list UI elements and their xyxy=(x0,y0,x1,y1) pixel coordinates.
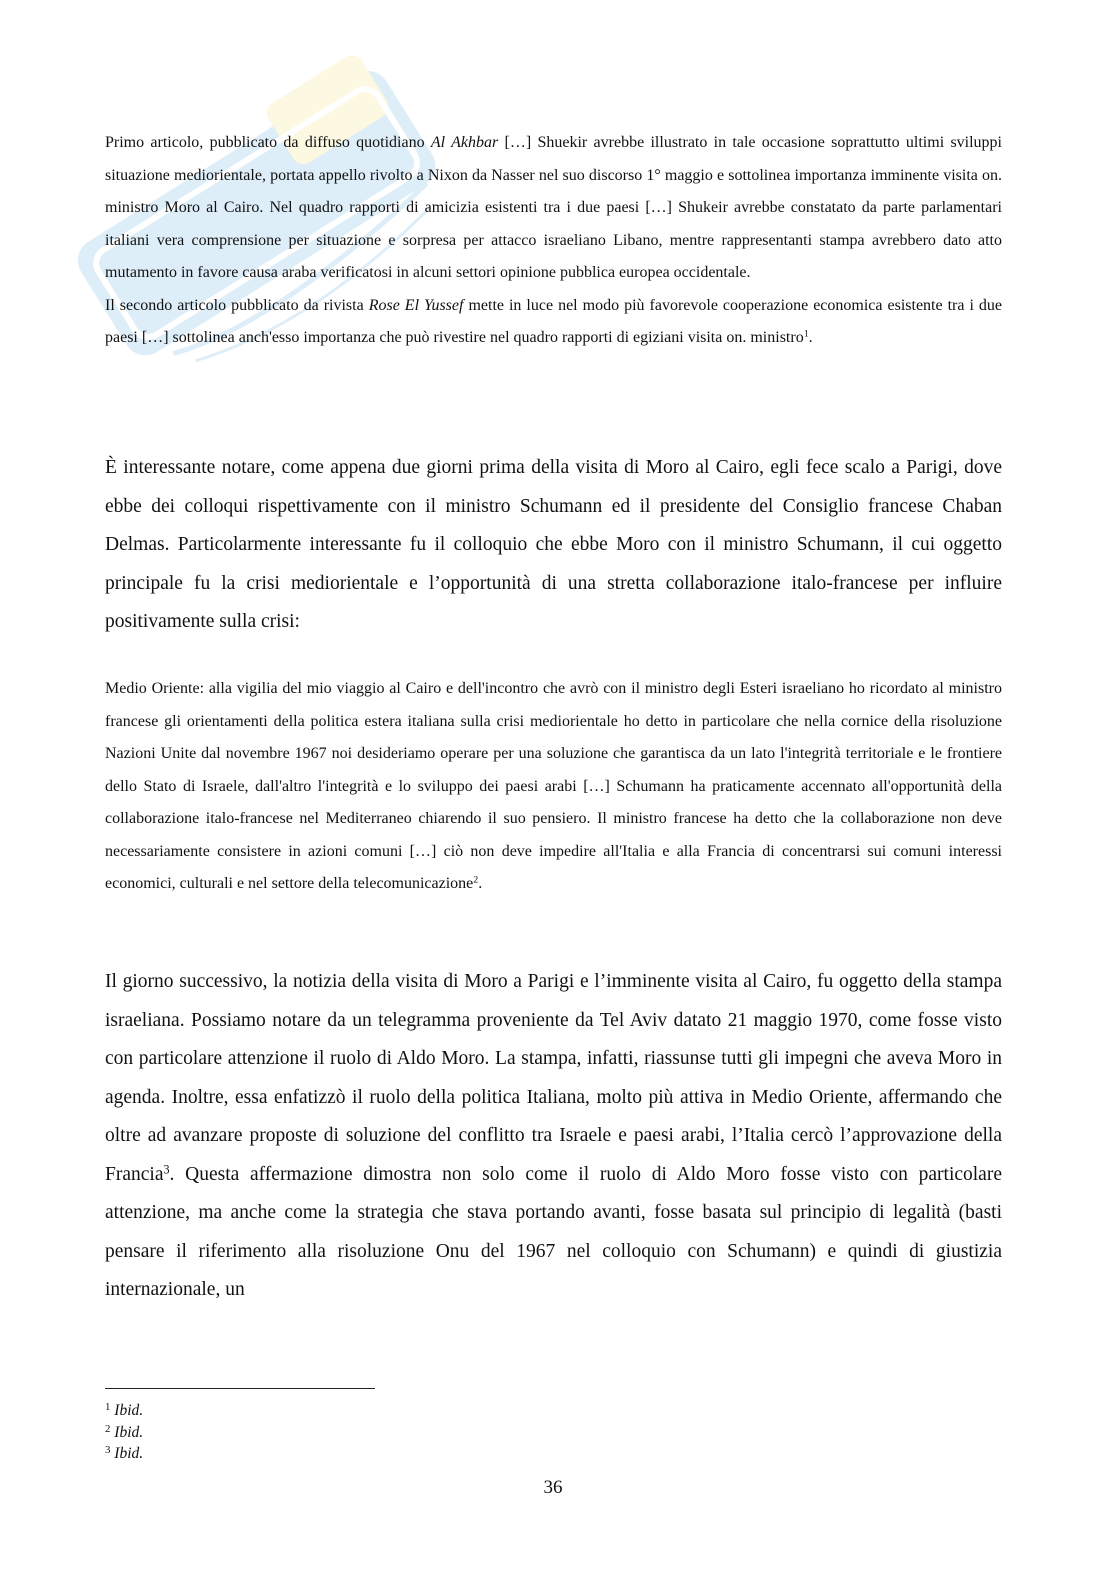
footnote-ref-1: 1 xyxy=(803,328,809,340)
paragraph1-text: È interessante notare, come appena due giorni prima della visita di Moro al Cairo, egli fece scalo a Parigi, dove ebbe dei colloqui rispettivamente con il ministro Schumann ed il presidente del Consiglio francese Chaban Delmas. Particolarmente interessante fu il colloquio che ebbe Moro con il ministro Schumann, il cui oggetto principale fu la crisi mediorientale e l’opportunità di una stretta collaborazione italo-francese per influire positivamente sulla crisi: xyxy=(105,457,1002,632)
footnotes xyxy=(105,1400,143,1465)
quote-block-1 xyxy=(105,127,1002,355)
newspaper-name: Al Akhbar xyxy=(430,134,499,151)
footnote-separator xyxy=(105,1388,375,1389)
quote1-text-c: Il secondo articolo pubblicato da rivista xyxy=(105,296,369,314)
paragraph2-text-a: Il giorno successivo, la notizia della visita di Moro a Parigi e l’imminente visita al Cairo, fu oggetto della stampa israeliana. Possiamo notare da un telegramma proveniente da Tel Aviv datato 21 maggio 1970, come fosse visto con particolare attenzione il ruolo di Aldo Moro. La stampa, infatti, riassunse tutti gli impegni che aveva Moro in agenda. Inoltre, essa enfatizzò il ruolo della politica Italiana, molto più attiva in Medio Oriente, affermando che oltre ad avanzare proposte di soluzione del conflitto tra Israele e paesi arabi, l’Italia cercò l’approvazione della Francia xyxy=(105,971,1002,1185)
paragraph2-text-b: . Questa affermazione dimostra non solo come il ruolo di Aldo Moro fosse visto con particolare attenzione, ma anche come la strategia che stava portando avanti, fosse basata sul principio di legalità (basti pensare il riferimento alla risoluzione Onu del 1967 nel colloquio con Schumann) e quindi di giustizia internazionale, un xyxy=(105,1163,1002,1300)
body-paragraph-2 xyxy=(105,963,1002,1310)
footnote-1: $^1$ Ibid. xyxy=(105,1401,144,1419)
quote1-text-d: mette in luce nel modo più favorevole cooperazione economica esistente tra i due paesi […] sottolinea anch'esso importanza che può rivestire nel quadro rapporti di egiziani visita on. ministro xyxy=(105,296,1003,346)
body-paragraph-1 xyxy=(105,449,1002,642)
footnote-ref-2: 2 xyxy=(473,874,479,886)
footnote-2: $^2$ Ibid. xyxy=(105,1422,144,1441)
page-number: 36 xyxy=(543,1477,563,1498)
quote1-text-a: Primo articolo, pubblicato da diffuso quotidiano xyxy=(105,134,431,151)
footnote-3: $^3$ Ibid. xyxy=(105,1444,144,1462)
quote1-end: . xyxy=(808,329,813,346)
quote2-end: . xyxy=(478,875,483,892)
quote1-text-b: […] Shuekir avrebbe illustrato in tale occasione soprattutto ultimi sviluppi situazione mediorientale, portata appello rivolto a Nixon da Nasser nel suo discorso 1° maggio e sottolinea importanza imminente visita on. ministro Moro al Cairo. Nel quadro rapporti di amicizia esistenti tra i due paesi […] Shukeir avrebbe constatato da parte parlamentari italiani vera comprensione per situazione e sorpresa per attacco israeliano Libano, mentre rappresentanti stampa avrebbero dato atto mutamento in favore causa araba verificatosi in alcuni settori opinione pubblica europea occidentale. xyxy=(105,134,1003,281)
quote-block-2 xyxy=(105,673,1002,901)
magazine-name: Rose El Yussef xyxy=(368,296,464,314)
footnote-ref-3: 3 xyxy=(163,1161,170,1176)
quote2-text: Medio Oriente: alla vigilia del mio viaggio al Cairo e dell'incontro che avrò con il ministro degli Esteri israeliano ho ricordato al ministro francese gli orientamenti della politica estera italiana sulla crisi mediorientale ho detto in particolare che nella cornice della risoluzione Nazioni Unite dal novembre 1967 noi desideriamo operare per una soluzione che garantisca da un lato l'integrità territoriale e le frontiere dello Stato di Israele, dall'altro l'integrità e lo sviluppo dei paesi arabi […] Schumann ha praticamente accennato all'opportunità della collaborazione italo-francese nel Mediterraneo chiarendo il suo pensiero. Il ministro francese ha detto che la collaborazione non deve necessariamente consistere in azioni comuni […] ciò non deve impedire all'Italia e alla Francia di concentrarsi sui comuni interessi economici, culturali e nel settore della telecomunicazione xyxy=(105,680,1002,892)
